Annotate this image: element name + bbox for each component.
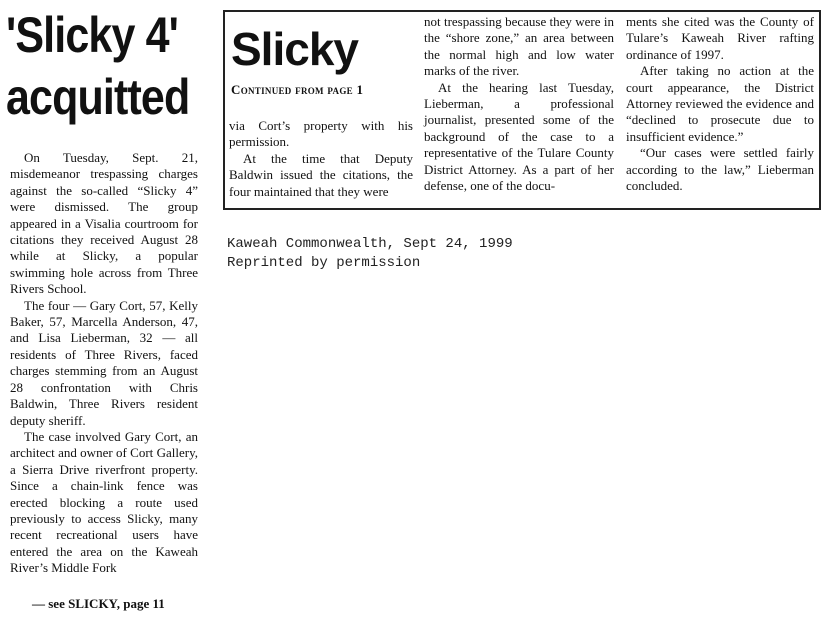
article-paragraph: The case involved Gary Cort, an architect and owner of Cort Gallery, a Sierra Drive riverfront property. Since a chain-link fence was erected blocking a route used previously to access Slicky, many recent recreational users have entered the area on the Kaweah River’s Middle Fork <box>10 428 198 576</box>
source-credit <box>227 235 513 273</box>
continuation-column-1 <box>229 118 413 200</box>
article-paragraph: The four — Gary Cort, 57, Kelly Baker, 57, Marcella Anderson, 47, and Lisa Lieberman, 32 — all residents of Three Rivers, faced charges stemming from an August 28 confrontation with Chris Baldwin, Three Rivers resident deputy sheriff. <box>10 297 198 428</box>
article-paragraph: On Tuesday, Sept. 21, misdemeanor trespassing charges against the so-called “Slicky 4” were dismissed. The group appeared in a Visalia courtroom for citations they received August 28 while at Slicky, a popular swimming hole across from Three Rivers School. <box>10 150 198 297</box>
article-paragraph: At the time that Deputy Baldwin issued the citations, the four maintained that they were <box>229 150 413 199</box>
continuation-title: Slicky <box>231 23 358 75</box>
article-paragraph: “Our cases were settled fairly according to the law,” Lieberman concluded. <box>626 145 814 194</box>
headline <box>6 4 190 128</box>
credit-line-1: Kaweah Commonwealth, Sept 24, 1999 <box>227 236 513 252</box>
article-paragraph: via Cort’s property with his permission. <box>229 118 413 150</box>
headline-line-1: 'Slicky 4' <box>6 7 179 63</box>
continuation-column-2 <box>424 14 614 194</box>
article-paragraph: After taking no action at the court appearance, the District Attorney reviewed the evidence and “declined to prosecute due to insufficient evidence.” <box>626 63 814 144</box>
jump-line: — see SLICKY, page 11 <box>32 596 165 611</box>
headline-line-2: acquitted <box>6 69 190 125</box>
continuation-subtitle: Continued from page 1 <box>231 82 364 97</box>
article-paragraph: At the hearing last Tuesday, Lieberman, a professional journalist, presented some of the background of the case to a representative of the Tulare County District Attorney. As a part of her defense, one of the docu- <box>424 79 614 194</box>
credit-line-2: Reprinted by permission <box>227 255 421 271</box>
article-paragraph: ments she cited was the County of Tulare’s Kaweah River rafting ordinance of 1997. <box>626 14 814 62</box>
continuation-column-3 <box>626 14 814 194</box>
article-paragraph: not trespassing because they were in the “shore zone,” an area between the normal high and low water marks of the river. <box>424 14 614 79</box>
article-left-column <box>10 150 198 577</box>
